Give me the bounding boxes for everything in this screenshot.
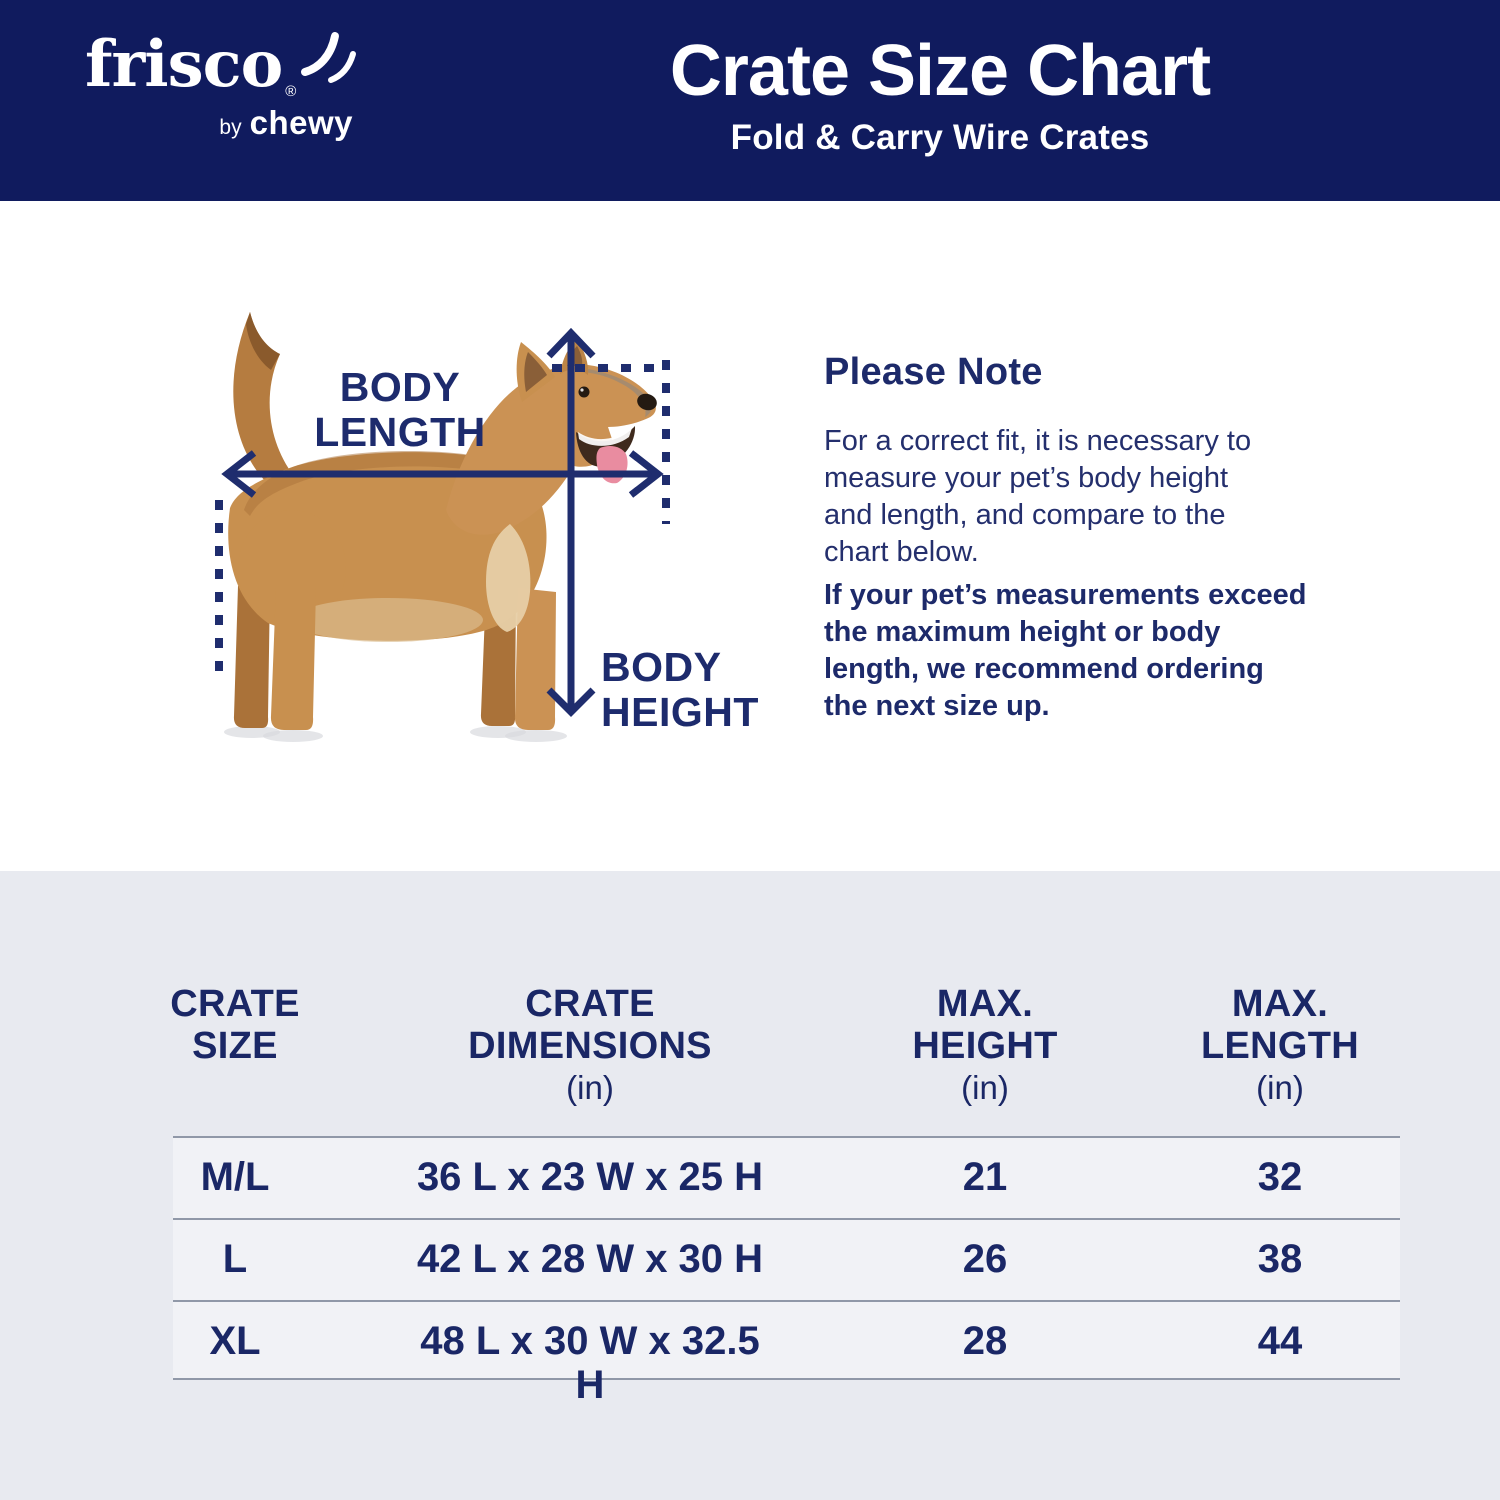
- table-row: [0, 1155, 1500, 1201]
- header-line: CRATE: [170, 983, 300, 1025]
- header-line: LENGTH: [1200, 1025, 1359, 1067]
- cell-max-length: 32: [1257, 1155, 1303, 1199]
- note-panel: [824, 351, 1344, 722]
- measurement-section: [0, 201, 1500, 871]
- cell-dimensions: 36 L x 23 W x 25 H: [416, 1155, 764, 1199]
- byline: [85, 104, 353, 142]
- byline-by: by: [219, 116, 242, 140]
- note-p2-line: If your pet’s measurements exceed: [824, 579, 1307, 611]
- header-line: SIZE: [192, 1025, 278, 1067]
- header-line: DIMENSIONS: [468, 1025, 712, 1067]
- column-header-crate-size: [125, 983, 345, 1068]
- page-subtitle: Fold & Carry Wire Crates: [730, 118, 1150, 157]
- table-divider: [173, 1218, 1400, 1220]
- registered-trademark: ®: [285, 83, 297, 100]
- header-line: CRATE: [525, 983, 655, 1025]
- table-divider: [173, 1136, 1400, 1138]
- table-divider: [173, 1300, 1400, 1302]
- header-unit: (in): [1256, 1069, 1304, 1106]
- chewy-wordmark: chewy: [249, 104, 353, 142]
- body-length-label-line1: BODY: [339, 364, 461, 410]
- brand-name: frisco: [85, 27, 283, 102]
- note-p1-line: and length, and compare to the: [824, 499, 1226, 531]
- note-heading: Please Note: [824, 351, 1043, 393]
- cell-dimensions: 48 L x 30 W x 32.5 H: [420, 1319, 760, 1407]
- note-p1-line: For a correct fit, it is necessary to: [824, 425, 1252, 457]
- body-height-label-line1: BODY: [601, 644, 722, 690]
- cell-max-height: 26: [962, 1237, 1008, 1281]
- header-unit: (in): [961, 1069, 1009, 1106]
- table-row: [0, 1319, 1500, 1407]
- note-p2-line: the next size up.: [824, 690, 1050, 722]
- page-title: Crate Size Chart: [669, 31, 1211, 111]
- body-height-label: [601, 645, 841, 735]
- body-length-label: [300, 365, 500, 455]
- size-table-section: [0, 871, 1500, 1500]
- cell-size: XL: [209, 1319, 261, 1363]
- column-header-max-height: [855, 983, 1115, 1108]
- note-p2-line: length, we recommend ordering: [824, 653, 1264, 685]
- note-paragraph-2: [824, 577, 1306, 725]
- cell-max-height: 28: [962, 1319, 1008, 1363]
- table-divider: [173, 1378, 1400, 1380]
- frisco-logo: [85, 27, 385, 142]
- tail-swoosh-icon: [297, 28, 367, 84]
- cell-size: M/L: [200, 1155, 270, 1199]
- note-paragraph-1: [824, 423, 1251, 571]
- header-unit: (in): [566, 1069, 614, 1106]
- cell-max-height: 21: [962, 1155, 1008, 1199]
- body-length-label-line2: LENGTH: [314, 409, 486, 455]
- cell-max-length: 38: [1257, 1237, 1303, 1281]
- note-p2-line: the maximum height or body: [824, 616, 1221, 648]
- cell-dimensions: 42 L x 28 W x 30 H: [416, 1237, 764, 1281]
- table-row: [0, 1237, 1500, 1283]
- cell-size: L: [222, 1237, 248, 1281]
- frisco-wordmark: [85, 27, 385, 102]
- header-line: MAX.: [1231, 983, 1329, 1025]
- column-header-crate-dimensions: [415, 983, 765, 1108]
- header-line: HEIGHT: [912, 1025, 1058, 1067]
- cell-max-length: 44: [1257, 1319, 1303, 1363]
- body-height-label-line2: HEIGHT: [601, 689, 759, 735]
- column-header-max-length: [1150, 983, 1410, 1108]
- note-p1-line: chart below.: [824, 536, 979, 568]
- header-banner: [0, 0, 1500, 201]
- header-line: MAX.: [936, 983, 1034, 1025]
- note-p1-line: measure your pet’s body height: [824, 462, 1229, 494]
